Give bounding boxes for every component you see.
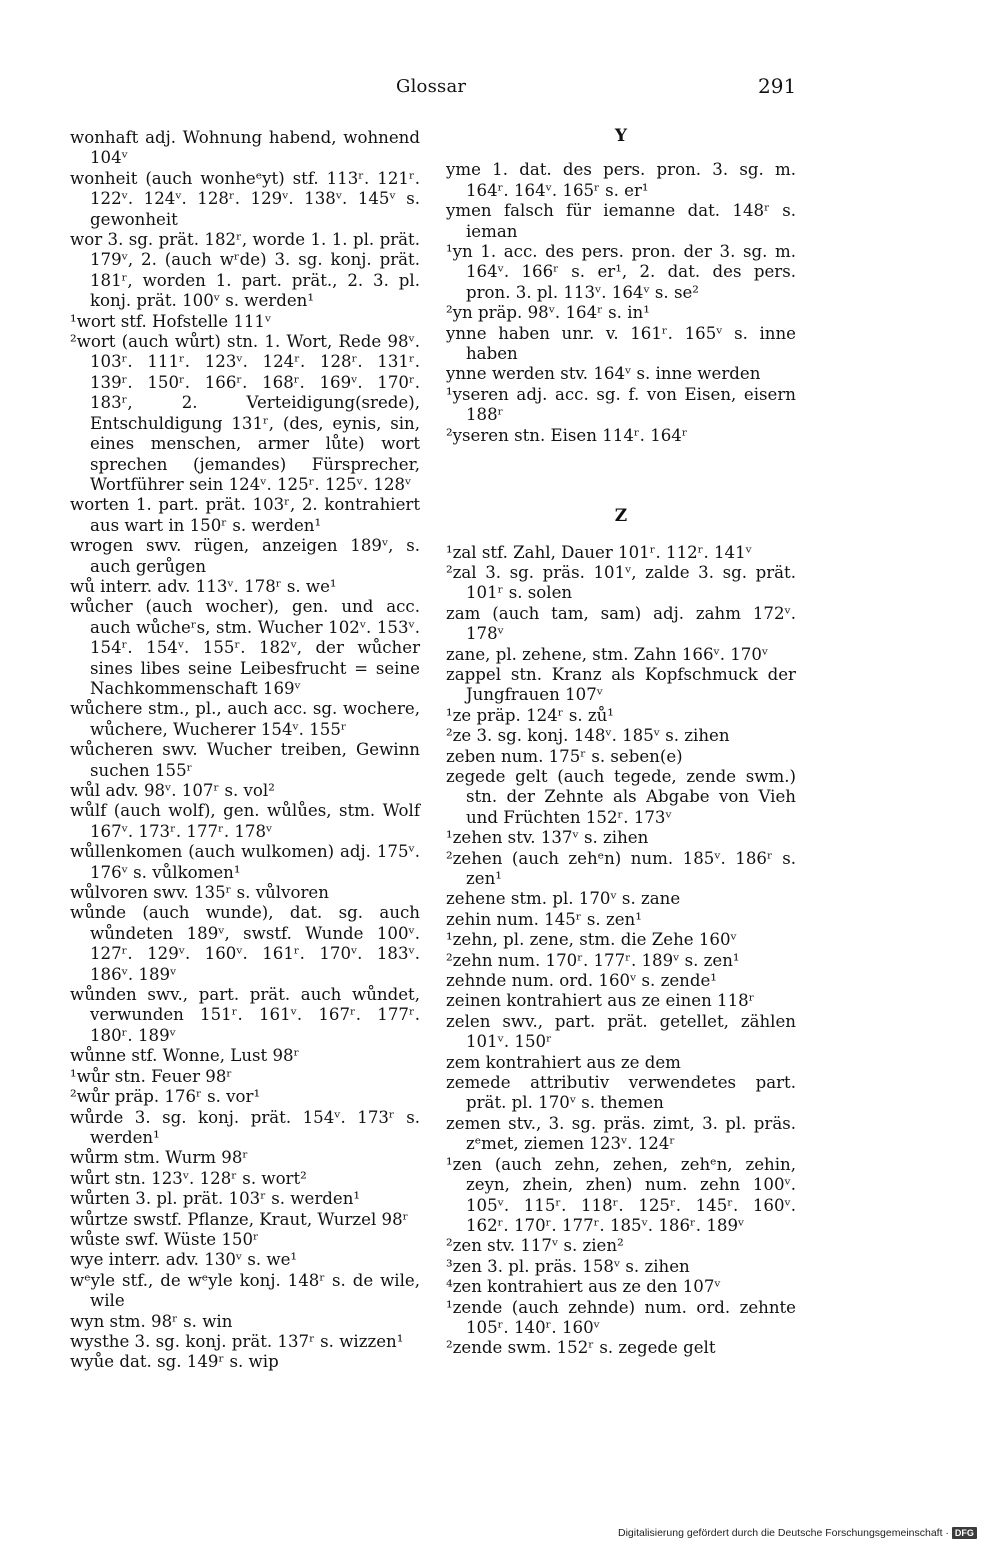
glossary-entry: ²zehn num. 170ʳ. 177ʳ. 189ᵛ s. zen¹ (446, 950, 740, 970)
glossary-entry: wysthe 3. sg. konj. prät. 137ʳ s. wizzen¹ (70, 1331, 404, 1351)
glossary-entry: ¹wůr stn. Feuer 98ʳ (70, 1066, 233, 1086)
glossary-entry: ¹yn 1. acc. des pers. pron. der 3. sg. m. 164ᵛ. 166ʳ s. er¹, 2. dat. des pers. pron. 3. pl. 113ᵛ. 164ᵛ s. se² (446, 242, 796, 302)
glossary-entry: wůnne stf. Wonne, Lust 98ʳ (70, 1046, 300, 1066)
glossary-entry: ⁴zen kontrahiert aus ze den 107ᵛ (446, 1277, 721, 1297)
glossary-entry: ²wort (auch wůrt) stn. 1. Wort, Rede 98ᵛ. 103ʳ. 111ʳ. 123ᵛ. 124ʳ. 128ʳ. 131ʳ. 139ʳ. 150ʳ. 166ʳ. 168ʳ. 169ᵛ. 170ʳ. 183ʳ, 2. Verteidigung(srede), Entschuldigung 131ʳ, (des, eynis, sin, eines menschen, armer lůte) wort sprechen (jemandes) Fürsprecher, Wortführer sein 124ᵛ. 125ʳ. 125ᵛ. 128ᵛ (70, 332, 420, 494)
page-number: 291 (758, 74, 797, 98)
glossary-entry: ²zende swm. 152ʳ s. zegede gelt (446, 1338, 716, 1358)
running-header-title: Glossar (396, 76, 467, 97)
glossary-entry: wrogen swv. rügen, anzeigen 189ᵛ, s. auch gerůgen (70, 536, 420, 576)
section-y-entries (446, 160, 796, 446)
glossary-entry: wyůe dat. sg. 149ʳ s. wip (70, 1352, 279, 1372)
glossary-entry: ¹zende (auch zehnde) num. ord. zehnte 105ʳ. 140ʳ. 160ᵛ (446, 1297, 796, 1337)
glossary-entry: zeinen kontrahiert aus ze einen 118ʳ (446, 991, 755, 1011)
glossary-entry: zeben num. 175ʳ s. seben(e) (446, 746, 683, 766)
glossary-entry: zem kontrahiert aus ze dem (446, 1052, 681, 1072)
glossary-entry: ¹zen (auch zehn, zehen, zehᵉn, zehin, zeyn, zhein, zhen) num. zehn 100ᵛ. 105ᵛ. 115ʳ. 118ʳ. 125ʳ. 145ʳ. 160ᵛ. 162ʳ. 170ʳ. 177ʳ. 185ᵛ. 186ʳ. 189ᵛ (446, 1154, 796, 1235)
glossary-entry: wyn stm. 98ʳ s. win (70, 1311, 233, 1331)
footer (618, 1527, 977, 1539)
glossary-entry: ²zen stv. 117ᵛ s. zien² (446, 1236, 624, 1256)
footer-text: Digitalisierung gefördert durch die Deutsche Forschungsgemeinschaft · (618, 1527, 949, 1539)
glossary-entry: zehnde num. ord. 160ᵛ s. zende¹ (446, 971, 717, 991)
glossary-entry: wor 3. sg. prät. 182ʳ, worde 1. 1. pl. prät. 179ᵛ, 2. (auch wʳde) 3. sg. konj. prät. 181ʳ, worden 1. part. prät., 2. 3. pl. konj. prät. 100ᵛ s. werden¹ (70, 230, 420, 311)
glossary-entry: ²yn präp. 98ᵛ. 164ʳ s. in¹ (446, 303, 650, 323)
glossary-entry: wůl adv. 98ᵛ. 107ʳ s. vol² (70, 781, 275, 800)
glossary-entry: wů interr. adv. 113ᵛ. 178ʳ s. we¹ (70, 576, 337, 596)
glossary-entry: wůrten 3. pl. prät. 103ʳ s. werden¹ (70, 1189, 361, 1209)
glossary-entry: ynne werden stv. 164ᵛ s. inne werden (446, 364, 761, 384)
glossary-entry: wůllenkomen (auch wulkomen) adj. 175ᵛ. 176ᵛ s. vůlkomen¹ (70, 842, 420, 882)
glossary-entry: ymen falsch für iemanne dat. 148ʳ s. ieman (446, 201, 796, 241)
glossary-entry: ³zen 3. pl. präs. 158ᵛ s. zihen (446, 1256, 690, 1276)
glossary-entry: ¹yseren adj. acc. sg. f. von Eisen, eisern 188ʳ (446, 384, 796, 425)
section-heading-y: Y (614, 126, 628, 146)
glossary-entry: wůcheren swv. Wucher treiben, Gewinn suchen 155ʳ (70, 740, 420, 780)
glossary-entry: ²yseren stn. Eisen 114ʳ. 164ʳ (446, 425, 688, 445)
glossary-entry: ²ze 3. sg. konj. 148ᵛ. 185ᵛ s. zihen (446, 726, 730, 746)
glossary-entry: wůnden swv., part. prät. auch wůndet, verwunden 151ʳ. 161ᵛ. 167ʳ. 177ʳ. 180ʳ. 189ᵛ (70, 985, 420, 1045)
glossary-entry: wůcher (auch wocher), gen. und acc. auch wůcheʳs, stm. Wucher 102ᵛ. 153ᵛ. 154ʳ. 154ᵛ. 155ʳ. 182ᵛ, der wůcher sines libes seine Leibesfrucht = seine Nachkommenschaft 169ᵛ (70, 597, 420, 698)
glossary-entry: zehin num. 145ʳ s. zen¹ (446, 909, 642, 929)
section-heading-z: Z (614, 506, 628, 527)
glossary-entry: ¹zehn, pl. zene, stm. die Zehe 160ᵛ (446, 930, 737, 950)
glossary-entry: ynne haben unr. v. 161ʳ. 165ᵛ s. inne haben (446, 323, 796, 364)
glossary-entry: wᵉyle stf., de wᵉyle konj. 148ʳ s. de wile, wile (70, 1270, 420, 1311)
glossary-entry: wůrm stm. Wurm 98ʳ (70, 1148, 249, 1168)
glossary-entry: zemen stv., 3. sg. präs. zimt, 3. pl. präs. zᵉmet, ziemen 123ᵛ. 124ʳ (446, 1113, 796, 1154)
dfg-logo: DFG (952, 1527, 977, 1539)
glossary-entry: ¹ze präp. 124ʳ s. zů¹ (446, 705, 614, 725)
glossary-entry: worten 1. part. prät. 103ʳ, 2. kontrahiert aus wart in 150ʳ s. werden¹ (70, 495, 420, 535)
glossary-entry: wůlvoren swv. 135ʳ s. vůlvoren (70, 883, 329, 903)
glossary-entry: zehene stm. pl. 170ᵛ s. zane (446, 889, 681, 909)
glossary-entry: wůrde 3. sg. konj. prät. 154ᵛ. 173ʳ s. werden¹ (70, 1107, 420, 1147)
glossary-entry: ¹zal stf. Zahl, Dauer 101ʳ. 112ʳ. 141ᵛ (446, 542, 752, 562)
glossary-entry: ²zehen (auch zehᵉn) num. 185ᵛ. 186ʳ s. zen¹ (446, 848, 796, 888)
glossary-entry: ¹wort stf. Hofstelle 111ᵛ (70, 311, 272, 331)
right-column (446, 128, 796, 1359)
glossary-entry: wonhaft adj. Wohnung habend, wohnend 104ᵛ (70, 128, 420, 168)
glossary-entry: yme 1. dat. des pers. pron. 3. sg. m. 164ʳ. 164ᵛ. 165ʳ s. er¹ (446, 160, 796, 200)
glossary-entry: zegede gelt (auch tegede, zende swm.) stn. der Zehnte als Abgabe von Vieh und Früchten 152ʳ. 173ᵛ (446, 766, 796, 827)
glossary-entry: zappel stn. Kranz als Kopfschmuck der Jungfrauen 107ᵛ (446, 664, 796, 705)
glossary-entry: zane, pl. zehene, stm. Zahn 166ᵛ. 170ᵛ (446, 644, 769, 664)
left-column (70, 128, 420, 1373)
glossary-entry: wůrt stn. 123ᵛ. 128ʳ s. wort² (70, 1168, 307, 1188)
glossary-entry: ²zal 3. sg. präs. 101ᵛ, zalde 3. sg. prät. 101ʳ s. solen (446, 562, 796, 603)
glossary-entry: wůchere stm., pl., auch acc. sg. wochere, wůchere, Wucherer 154ᵛ. 155ʳ (70, 699, 420, 739)
glossary-entry: ²wůr präp. 176ʳ s. vor¹ (70, 1087, 261, 1107)
glossary-entry: ¹zehen stv. 137ᵛ s. zihen (446, 828, 649, 848)
glossary-entry: wůste swf. Wüste 150ʳ (70, 1229, 259, 1249)
glossary-entry: zemede attributiv verwendetes part. prät. pl. 170ᵛ s. themen (446, 1073, 796, 1113)
glossary-entry: zelen swv., part. prät. getellet, zählen 101ᵛ. 150ʳ (446, 1011, 796, 1052)
glossary-entry: zam (auch tam, sam) adj. zahm 172ᵛ. 178ᵛ (446, 603, 796, 644)
glossary-entry: wůrtze swstf. Pflanze, Kraut, Wurzel 98ʳ (70, 1209, 409, 1229)
glossary-entry: wye interr. adv. 130ᵛ s. we¹ (70, 1250, 298, 1270)
glossary-entry: wůlf (auch wolf), gen. wůlůes, stm. Wolf 167ᵛ. 173ʳ. 177ʳ. 178ᵛ (70, 801, 420, 841)
glossary-entry: wůnde (auch wunde), dat. sg. auch wůndeten 189ᵛ, swstf. Wunde 100ᵛ. 127ʳ. 129ᵛ. 160ᵛ. 161ʳ. 170ᵛ. 183ᵛ. 186ᵛ. 189ᵛ (70, 903, 420, 984)
section-z-entries (446, 543, 796, 1359)
glossary-entry: wonheit (auch wonheᵉyt) stf. 113ʳ. 121ʳ. 122ᵛ. 124ᵛ. 128ʳ. 129ᵛ. 138ᵛ. 145ᵛ s. gewonheit (70, 168, 420, 229)
